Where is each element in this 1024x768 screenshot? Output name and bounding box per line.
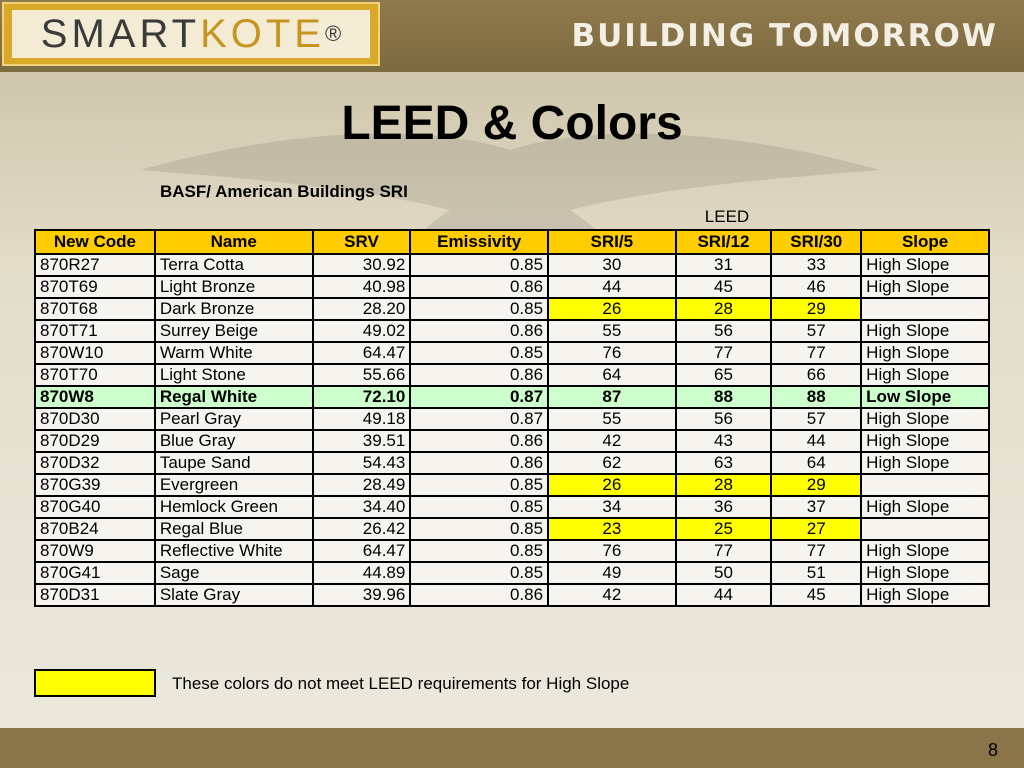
cell-srv: 54.43 xyxy=(313,452,411,474)
cell-sri-12: 25 xyxy=(676,518,772,540)
cell-sri-12: 50 xyxy=(676,562,772,584)
cell-srv: 28.49 xyxy=(313,474,411,496)
header-new-code: New Code xyxy=(35,230,155,254)
table-row xyxy=(35,364,989,386)
cell-sri-5: 44 xyxy=(548,276,676,298)
table-row xyxy=(35,518,989,540)
cell-new-code: 870W9 xyxy=(35,540,155,562)
cell-new-code: 870T70 xyxy=(35,364,155,386)
cell-sri-12: 43 xyxy=(676,430,772,452)
table-row xyxy=(35,342,989,364)
cell-sri-12: 44 xyxy=(676,584,772,606)
cell-slope: High Slope xyxy=(861,408,989,430)
cell-slope xyxy=(861,298,989,320)
cell-sri-12: 88 xyxy=(676,386,772,408)
table-header-row xyxy=(35,230,989,254)
cell-sri-30: 29 xyxy=(771,474,861,496)
table-row xyxy=(35,430,989,452)
cell-emissivity: 0.87 xyxy=(410,386,548,408)
cell-name: Terra Cotta xyxy=(155,254,313,276)
cell-emissivity: 0.86 xyxy=(410,430,548,452)
cell-srv: 39.51 xyxy=(313,430,411,452)
cell-sri-30: 66 xyxy=(771,364,861,386)
cell-slope: High Slope xyxy=(861,430,989,452)
cell-sri-12: 45 xyxy=(676,276,772,298)
cell-slope: High Slope xyxy=(861,452,989,474)
table-row xyxy=(35,474,989,496)
cell-sri-5: 49 xyxy=(548,562,676,584)
cell-sri-30: 57 xyxy=(771,408,861,430)
logo-text-smart: SMART xyxy=(40,11,201,56)
cell-new-code: 870G41 xyxy=(35,562,155,584)
cell-name: Light Bronze xyxy=(155,276,313,298)
cell-sri-12: 63 xyxy=(676,452,772,474)
cell-emissivity: 0.85 xyxy=(410,298,548,320)
cell-sri-30: 46 xyxy=(771,276,861,298)
cell-sri-12: 36 xyxy=(676,496,772,518)
header-name: Name xyxy=(155,230,313,254)
cell-new-code: 870W8 xyxy=(35,386,155,408)
cell-new-code: 870T69 xyxy=(35,276,155,298)
cell-sri-12: 56 xyxy=(676,320,772,342)
cell-emissivity: 0.85 xyxy=(410,518,548,540)
header-tagline: BUILDING TOMORROW xyxy=(571,18,998,54)
cell-srv: 28.20 xyxy=(313,298,411,320)
table-row xyxy=(35,562,989,584)
logo-registered-mark: ® xyxy=(324,21,342,46)
logo-text-kote: KOTE xyxy=(200,11,325,56)
cell-srv: 44.89 xyxy=(313,562,411,584)
page-number: 8 xyxy=(987,740,998,760)
cell-sri-12: 77 xyxy=(676,342,772,364)
cell-sri-30: 77 xyxy=(771,342,861,364)
cell-new-code: 870W10 xyxy=(35,342,155,364)
header-emissivity: Emissivity xyxy=(410,230,548,254)
cell-name: Reflective White xyxy=(155,540,313,562)
cell-slope: High Slope xyxy=(861,562,989,584)
cell-sri-5: 76 xyxy=(548,342,676,364)
cell-emissivity: 0.85 xyxy=(410,474,548,496)
header-slope: Slope xyxy=(861,230,989,254)
table-row xyxy=(35,276,989,298)
header-sri-5: SRI/5 xyxy=(548,230,676,254)
cell-new-code: 870T71 xyxy=(35,320,155,342)
cell-srv: 64.47 xyxy=(313,540,411,562)
cell-new-code: 870D32 xyxy=(35,452,155,474)
table-row xyxy=(35,584,989,606)
cell-name: Hemlock Green xyxy=(155,496,313,518)
cell-sri-5: 76 xyxy=(548,540,676,562)
cell-name: Regal White xyxy=(155,386,313,408)
cell-new-code: 870G40 xyxy=(35,496,155,518)
cell-new-code: 870T68 xyxy=(35,298,155,320)
cell-sri-30: 64 xyxy=(771,452,861,474)
cell-slope: High Slope xyxy=(861,496,989,518)
cell-srv: 30.92 xyxy=(313,254,411,276)
cell-name: Light Stone xyxy=(155,364,313,386)
cell-emissivity: 0.85 xyxy=(410,540,548,562)
cell-sri-30: 37 xyxy=(771,496,861,518)
cell-sri-12: 65 xyxy=(676,364,772,386)
smartkote-logo xyxy=(2,2,380,66)
cell-sri-5: 26 xyxy=(548,474,676,496)
table-row xyxy=(35,496,989,518)
cell-sri-12: 56 xyxy=(676,408,772,430)
cell-srv: 49.02 xyxy=(313,320,411,342)
slide-title: LEED & Colors xyxy=(341,97,683,150)
cell-sri-30: 57 xyxy=(771,320,861,342)
cell-name: Warm White xyxy=(155,342,313,364)
cell-srv: 64.47 xyxy=(313,342,411,364)
cell-sri-30: 51 xyxy=(771,562,861,584)
cell-sri-5: 30 xyxy=(548,254,676,276)
cell-sri-12: 77 xyxy=(676,540,772,562)
cell-emissivity: 0.85 xyxy=(410,496,548,518)
cell-emissivity: 0.86 xyxy=(410,584,548,606)
header-sri-12: SRI/12 xyxy=(676,230,772,254)
cell-name: Sage xyxy=(155,562,313,584)
legend-text: These colors do not meet LEED requirements for High Slope xyxy=(172,674,630,693)
footer-bar xyxy=(0,728,1024,768)
cell-sri-30: 44 xyxy=(771,430,861,452)
cell-slope: Low Slope xyxy=(861,386,989,408)
cell-sri-5: 55 xyxy=(548,320,676,342)
cell-slope: High Slope xyxy=(861,540,989,562)
cell-sri-5: 26 xyxy=(548,298,676,320)
cell-sri-5: 42 xyxy=(548,584,676,606)
cell-slope: High Slope xyxy=(861,254,989,276)
table-row xyxy=(35,452,989,474)
cell-sri-30: 77 xyxy=(771,540,861,562)
cell-srv: 26.42 xyxy=(313,518,411,540)
cell-new-code: 870B24 xyxy=(35,518,155,540)
cell-name: Dark Bronze xyxy=(155,298,313,320)
table-row xyxy=(35,298,989,320)
cell-new-code: 870G39 xyxy=(35,474,155,496)
cell-sri-5: 34 xyxy=(548,496,676,518)
cell-slope: High Slope xyxy=(861,276,989,298)
cell-name: Taupe Sand xyxy=(155,452,313,474)
cell-sri-12: 28 xyxy=(676,474,772,496)
cell-slope: High Slope xyxy=(861,364,989,386)
cell-emissivity: 0.86 xyxy=(410,452,548,474)
cell-emissivity: 0.86 xyxy=(410,364,548,386)
cell-emissivity: 0.86 xyxy=(410,276,548,298)
cell-srv: 39.96 xyxy=(313,584,411,606)
cell-name: Surrey Beige xyxy=(155,320,313,342)
cell-sri-30: 27 xyxy=(771,518,861,540)
header-sri-30: SRI/30 xyxy=(771,230,861,254)
cell-srv: 49.18 xyxy=(313,408,411,430)
cell-emissivity: 0.87 xyxy=(410,408,548,430)
cell-emissivity: 0.86 xyxy=(410,320,548,342)
cell-sri-12: 28 xyxy=(676,298,772,320)
cell-sri-5: 87 xyxy=(548,386,676,408)
table-row xyxy=(35,254,989,276)
cell-sri-5: 42 xyxy=(548,430,676,452)
cell-new-code: 870D31 xyxy=(35,584,155,606)
cell-slope: High Slope xyxy=(861,320,989,342)
cell-slope: High Slope xyxy=(861,584,989,606)
cell-srv: 40.98 xyxy=(313,276,411,298)
legend-swatch xyxy=(34,669,156,697)
cell-srv: 34.40 xyxy=(313,496,411,518)
cell-srv: 55.66 xyxy=(313,364,411,386)
cell-name: Pearl Gray xyxy=(155,408,313,430)
cell-emissivity: 0.85 xyxy=(410,254,548,276)
sri-data-table xyxy=(34,229,990,607)
cell-srv: 72.10 xyxy=(313,386,411,408)
cell-name: Slate Gray xyxy=(155,584,313,606)
leed-column-label: LEED xyxy=(704,207,750,226)
cell-slope xyxy=(861,518,989,540)
table-subtitle: BASF/ American Buildings SRI xyxy=(160,182,408,201)
cell-emissivity: 0.85 xyxy=(410,342,548,364)
cell-new-code: 870D29 xyxy=(35,430,155,452)
cell-sri-30: 33 xyxy=(771,254,861,276)
header-srv: SRV xyxy=(313,230,411,254)
table-row xyxy=(35,386,989,408)
table-row xyxy=(35,320,989,342)
cell-slope: High Slope xyxy=(861,342,989,364)
cell-sri-5: 62 xyxy=(548,452,676,474)
cell-sri-5: 64 xyxy=(548,364,676,386)
cell-name: Evergreen xyxy=(155,474,313,496)
cell-sri-5: 23 xyxy=(548,518,676,540)
cell-new-code: 870R27 xyxy=(35,254,155,276)
table-row xyxy=(35,540,989,562)
cell-sri-30: 45 xyxy=(771,584,861,606)
cell-new-code: 870D30 xyxy=(35,408,155,430)
table-row xyxy=(35,408,989,430)
cell-name: Blue Gray xyxy=(155,430,313,452)
cell-sri-12: 31 xyxy=(676,254,772,276)
cell-slope xyxy=(861,474,989,496)
cell-sri-5: 55 xyxy=(548,408,676,430)
cell-sri-30: 29 xyxy=(771,298,861,320)
cell-emissivity: 0.85 xyxy=(410,562,548,584)
cell-sri-30: 88 xyxy=(771,386,861,408)
cell-name: Regal Blue xyxy=(155,518,313,540)
